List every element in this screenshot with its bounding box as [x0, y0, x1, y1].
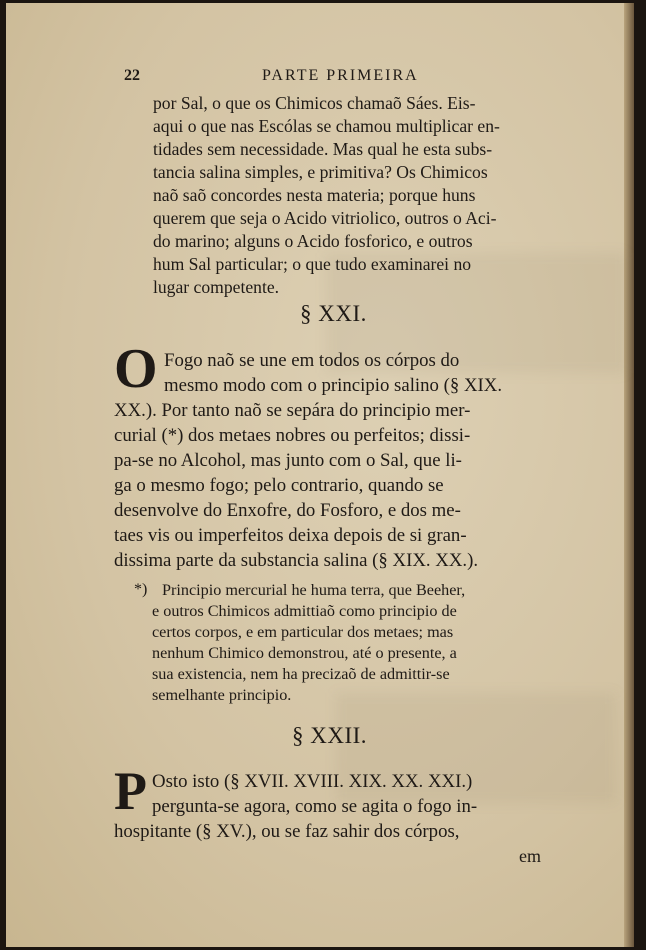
text-line: taes vis ou imperfeitos deixa depois de si gran- [114, 525, 467, 546]
text-line: pergunta-se agora, como se agita o fogo in- [152, 796, 478, 817]
text-line: dissima parte da substancia salina (§ XIX. XX.). [114, 550, 479, 571]
page-number: 22 [124, 67, 140, 84]
catchword: em [519, 846, 541, 866]
text-line: por Sal, o que os Chimicos chamaõ Sáes. Eis- [153, 93, 476, 113]
text-line: tidades sem necessidade. Mas qual he esta subs- [153, 139, 493, 159]
footnote-line: nenhum Chimico demonstrou, até o presente, a [152, 644, 457, 662]
footnote-line: sua existencia, nem ha precizaõ de admittir-se [152, 665, 450, 683]
text-line: tancia salina simples, e primitiva? Os Chimicos [153, 162, 488, 182]
text-line: hum Sal particular; o que tudo examinarei no [153, 254, 472, 274]
running-title: PARTE PRIMEIRA [262, 67, 419, 84]
section-heading-xxii: § XXII. [292, 723, 368, 748]
page-spine-edge [624, 3, 634, 947]
footnote-mark: *) [134, 581, 148, 598]
text-line: aqui o que nas Escólas se chamou multiplicar en- [153, 116, 500, 136]
text-line: Fogo naõ se une em todos os córpos do [164, 350, 460, 371]
section-heading-xxi: § XXI. [300, 301, 367, 326]
text-line: pa-se no Alcohol, mas junto com o Sal, que li- [114, 450, 462, 471]
drop-capital-o: O [114, 338, 158, 400]
text-line: querem que seja o Acido vitriolico, outros o Aci- [153, 208, 497, 228]
footnote-line: semelhante principio. [152, 686, 292, 704]
text-line: hospitante (§ XV.), ou se faz sahir dos córpos, [114, 821, 460, 842]
footnote-line: e outros Chimicos admittiaõ como principio de [152, 602, 457, 620]
book-page [6, 3, 634, 947]
text-line: Osto isto (§ XVII. XVIII. XIX. XX. XXI.) [152, 771, 473, 792]
text-line: desenvolve do Enxofre, do Fosforo, e dos me- [114, 500, 461, 521]
text-line: lugar competente. [153, 277, 280, 297]
text-line: mesmo modo com o principio salino (§ XIX. [164, 375, 503, 396]
text-line: ga o mesmo fogo; pelo contrario, quando se [114, 475, 444, 496]
footnote-line: Principio mercurial he huma terra, que Beeher, [162, 581, 466, 599]
text-line: curial (*) dos metaes nobres ou perfeitos; dissi- [114, 425, 471, 446]
drop-capital-p: P [114, 761, 147, 821]
text-line: XX.). Por tanto naõ se sepára do principio mer- [114, 400, 471, 421]
text-line: do marino; alguns o Acido fosforico, e outros [153, 231, 473, 251]
text-line: naõ saõ concordes nesta materia; porque huns [153, 185, 476, 205]
footnote-line: certos corpos, e em particular dos metaes; mas [152, 623, 454, 641]
